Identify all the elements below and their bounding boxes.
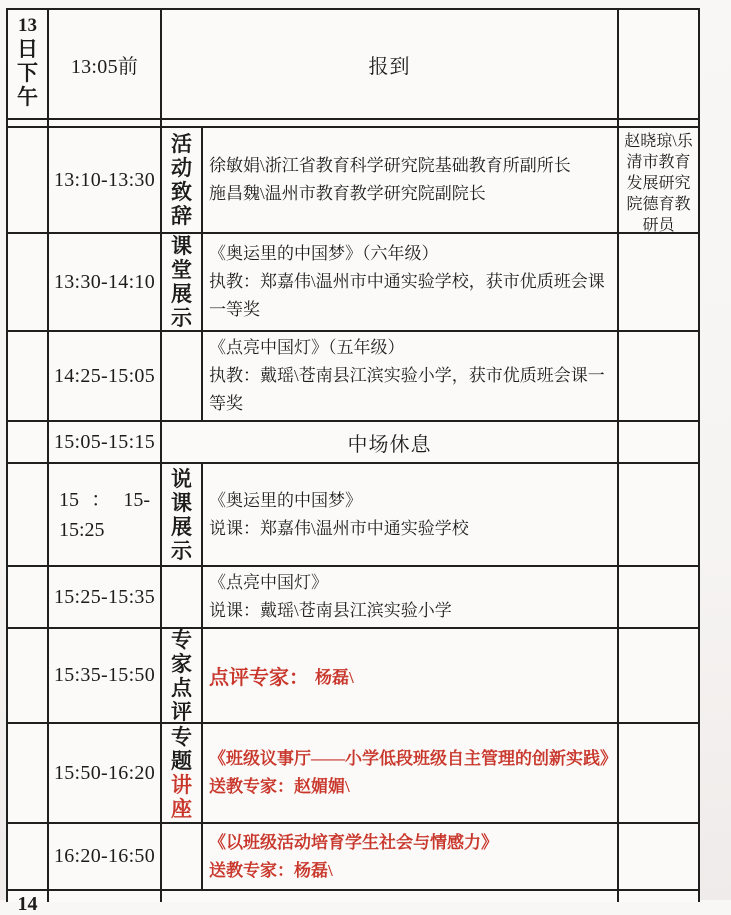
spacer-cell: [49, 120, 162, 128]
merged-cell-break: [162, 422, 619, 464]
time-part: ：: [91, 488, 112, 511]
content-cell: [203, 629, 619, 724]
next-day-number: 14: [17, 893, 38, 915]
content-line: 执教：郑嘉伟\温州市中通实验学校，获市优质班会课一等奖: [209, 272, 605, 319]
time-multiline: [49, 485, 160, 545]
time-part: 15: [59, 488, 79, 511]
day-cell: [8, 629, 49, 724]
category-label-red: 讲座: [170, 773, 192, 821]
category-cell: [162, 629, 203, 724]
category-label: 专家点评: [170, 627, 192, 724]
time-text: 15:05-15:15: [53, 430, 156, 453]
content-cell: [203, 824, 619, 891]
break-text: 中场休息: [347, 433, 432, 456]
comment-expert-label: 点评专家：: [209, 667, 309, 689]
content-cell: [203, 724, 619, 824]
content-line: 《点亮中国灯》: [209, 573, 328, 592]
category-cell: [162, 128, 203, 234]
day-cell: [8, 128, 49, 234]
time-line1: [59, 485, 150, 515]
content-line: 《奥运里的中国梦》: [209, 490, 362, 510]
day-cell: [8, 824, 49, 891]
content-cell: [203, 234, 619, 332]
content-line: 《以班级活动培育学生社会与情感力》: [209, 832, 498, 852]
content-cell: [203, 128, 619, 234]
expert-cell: [619, 464, 700, 567]
day-cell: [8, 567, 49, 629]
time-cell: [49, 422, 162, 464]
content-line: 说课：郑嘉伟\温州市中通实验学校: [209, 518, 469, 538]
category-cell: [162, 724, 203, 824]
time-text: 15:50-16:20: [53, 761, 156, 784]
time-cell: [49, 128, 162, 234]
expert-cell: [619, 332, 700, 422]
content-line: 说课：戴瑶\苍南县江滨实验小学: [209, 601, 452, 620]
time-line2: 15:25: [59, 518, 105, 541]
expert-cell: [619, 629, 700, 724]
expert-cell: [619, 422, 700, 464]
day-cell: [8, 234, 49, 332]
time-cell: [49, 332, 162, 422]
day-cell: [8, 464, 49, 567]
time-cell: [49, 10, 162, 120]
time-text: 13:05前: [70, 55, 139, 78]
category-label: 课堂展示: [170, 234, 192, 330]
expert-cell: [619, 724, 700, 824]
content-line: 送教专家：赵媚媚\: [209, 777, 350, 796]
content-line: 送教专家：杨磊\: [209, 860, 333, 880]
time-text: 15:35-15:50: [53, 664, 156, 686]
time-cell: [49, 234, 162, 332]
time-text: 15:25-15:35: [53, 585, 156, 608]
category-label: 活动致辞: [170, 132, 192, 228]
time-cell: [49, 567, 162, 629]
expert-cell: [619, 891, 700, 902]
expert-text: 赵晓琼\乐清市教育发展研究院德育教研员: [624, 133, 693, 234]
category-label-black: 专题: [170, 725, 192, 773]
day-cell: [8, 332, 49, 422]
spacer-cell: [162, 120, 619, 128]
registration-text: 报到: [368, 55, 411, 78]
content-line: 施昌魏\温州市教育教学研究院副院长: [209, 184, 486, 203]
time-cell: [49, 629, 162, 724]
expert-cell: [619, 10, 700, 120]
day-cell: [8, 724, 49, 824]
schedule-table: [6, 8, 700, 915]
category-label: 说课展示: [170, 466, 192, 563]
time-cell: [49, 891, 162, 902]
time-text: 14:25-15:05: [53, 364, 156, 387]
category-cell: [162, 234, 203, 332]
content-cell: [203, 332, 619, 422]
time-text: 13:10-13:30: [53, 168, 156, 191]
expert-cell: [619, 234, 700, 332]
category-cell: [162, 567, 203, 629]
content-cell: [203, 464, 619, 567]
time-cell: [49, 824, 162, 891]
expert-cell: [619, 824, 700, 891]
time-cell: [49, 724, 162, 824]
merged-cell-registration: [162, 10, 619, 120]
day-cell: [8, 10, 49, 120]
merged-cell: [162, 891, 619, 902]
day-cell: [8, 422, 49, 464]
content-line: 《奥运里的中国梦》（六年级）: [209, 244, 439, 263]
content-line: 执教：戴瑶\苍南县江滨实验小学，获市优质班会课一等奖: [209, 366, 605, 413]
content-line: 《班级议事厅——小学低段班级自主管理的创新实践》: [209, 749, 617, 768]
day-label: 日下午: [16, 37, 38, 109]
category-cell: [162, 464, 203, 567]
time-part: 15-: [123, 488, 150, 511]
day-cell-next-day: [8, 891, 49, 915]
time-text: 16:20-16:50: [53, 845, 156, 867]
day-number: 13: [18, 15, 37, 36]
content-line: 《点亮中国灯》（五年级）: [209, 338, 405, 357]
spacer-cell: [8, 120, 49, 128]
comment-expert-name: 杨磊\: [315, 668, 354, 687]
time-text: 13:30-14:10: [53, 270, 156, 293]
category-cell: [162, 824, 203, 891]
time-cell: [49, 464, 162, 567]
expert-cell: [619, 128, 700, 234]
content-line: 徐敏娟\浙江省教育科学研究院基础教育所副所长: [209, 156, 571, 175]
spacer-cell: [619, 120, 700, 128]
expert-cell: [619, 567, 700, 629]
category-cell: [162, 332, 203, 422]
content-cell: [203, 567, 619, 629]
